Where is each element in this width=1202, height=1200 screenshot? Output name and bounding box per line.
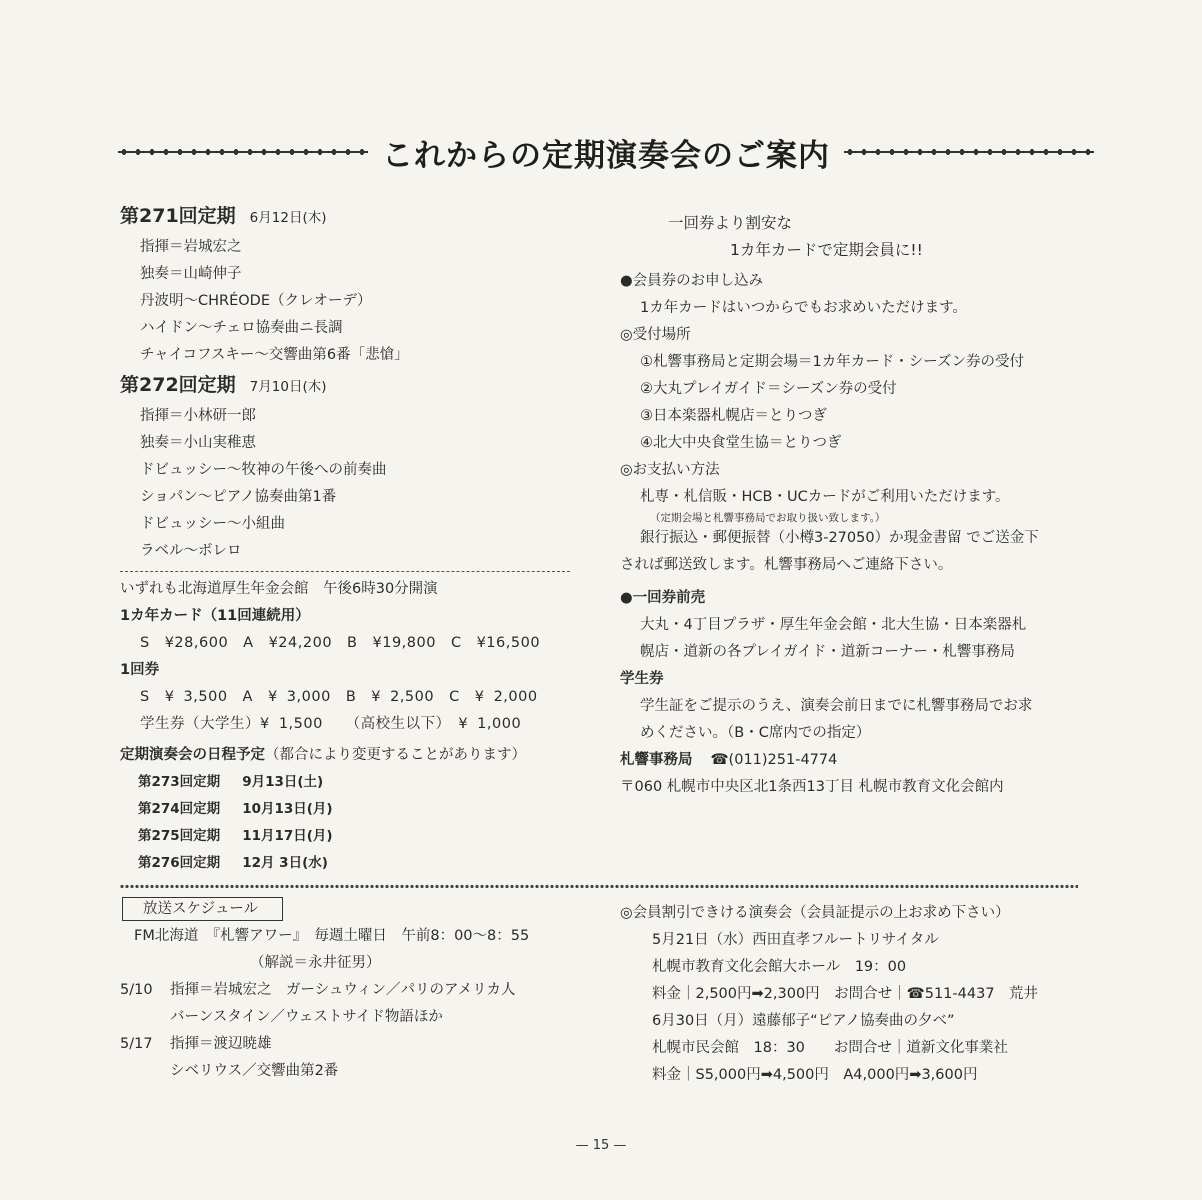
broadcast-entry: 5/10 指揮＝岩城宏之 ガーシュウィン／パリのアメリカ人 バーンスタイン／ウェストサイド物語ほか xyxy=(120,982,516,1025)
broadcast-entry: 5/17 指揮＝渡辺暁雄 シベリウス／交響曲第2番 xyxy=(120,1036,339,1079)
program-line: 丹波明～CHRÉODE（クレオーデ） xyxy=(140,293,372,309)
annual-card-label: 1カ年カード（11回連続用） xyxy=(120,608,310,624)
bank-text-2: されば郵送致します。札響事務局へご連絡下さい。 xyxy=(620,557,953,573)
student-text-1: 学生証をご提示のうえ、演奏会前日までに札響事務局でお求 xyxy=(640,698,1033,714)
discount-heading: ◎会員割引できける演奏会（会員証提示の上お求め下さい） xyxy=(620,905,1010,921)
schedule-row: 第275回定期 11月17日(月) xyxy=(138,828,333,844)
office-address: 〒060 札幌市中央区北1条西13丁目 札幌市教育文化会館内 xyxy=(620,779,1004,795)
program-line: ショパン～ピアノ協奏曲第1番 xyxy=(140,489,337,505)
title-ornament-right xyxy=(844,145,1094,159)
single-presale-text-1: 大丸・4丁目プラザ・厚生年金会館・北大生協・日本楽器札 xyxy=(640,617,1027,633)
discount-section xyxy=(620,900,1092,1089)
single-presale-text-2: 幌店・道新の各プレイガイド・道新コーナー・札響事務局 xyxy=(640,644,1015,660)
payment-note: （定期会場と札響事務局でお取り扱い致します。） xyxy=(650,512,886,524)
page-number: — 15 — xyxy=(575,1138,627,1153)
bank-text-1: 銀行振込・郵便振替（小樽3-27050）か現金書留 でご送金下 xyxy=(640,530,1039,546)
schedule-row: 第276回定期 12月 3日(水) xyxy=(138,855,328,871)
broadcast-commentary: （解説＝永井征男） xyxy=(250,955,381,971)
headline-line-1: 一回券より割安な xyxy=(668,214,793,232)
discount-line: 6月30日（月）遠藤郁子“ピアノ協奏曲の夕べ” xyxy=(652,1013,955,1029)
dashed-divider xyxy=(120,571,570,572)
places-heading: ◎受付場所 xyxy=(620,327,691,343)
office-contact: 札響事務局 ☎(011)251-4774 xyxy=(620,752,838,768)
page-title: これからの定期演奏会のご案内 xyxy=(382,137,830,174)
schedule-row: 第273回定期 9月13日(土) xyxy=(138,774,324,790)
student-heading: 学生券 xyxy=(620,671,664,687)
discount-line: 料金｜S5,000円➡4,500円 A4,000円➡3,600円 xyxy=(652,1067,978,1083)
program-line: ドビュッシー～小組曲 xyxy=(140,516,285,532)
broadcast-label: 放送スケジュール xyxy=(122,897,283,921)
place-item: ①札響事務局と定期会場＝1カ年カード・シーズン券の受付 xyxy=(640,354,1024,370)
program-line: 独奏＝小山実稚恵 xyxy=(140,435,256,451)
discount-line: 5月21日（水）西田直孝フルートリサイタル xyxy=(652,932,939,948)
dotted-divider xyxy=(120,884,1078,889)
program-line: 指揮＝小林研一郎 xyxy=(140,408,256,424)
place-item: ④北大中央食堂生協＝とりつぎ xyxy=(640,435,842,451)
program-line: 指揮＝岩城宏之 xyxy=(140,239,242,255)
headline-line-2: 1カ年カードで定期会員に!! xyxy=(730,241,923,259)
discount-line: 札幌市教育文化会館大ホール 19：00 xyxy=(652,959,907,975)
program-line: ドビュッシー～牧神の午後への前奏曲 xyxy=(140,462,387,478)
program-line: ハイドン～チェロ協奏曲ニ長調 xyxy=(140,320,343,336)
apply-text: 1カ年カードはいつからでもお求めいただけます。 xyxy=(640,300,967,316)
place-item: ③日本楽器札幌店＝とりつぎ xyxy=(640,408,827,424)
discount-line: 札幌市民会館 18：30 お問合せ｜道新文化事業社 xyxy=(652,1040,1008,1056)
broadcast-station: FM北海道 『札響アワー』 毎週土曜日 午前8：00～8：55 xyxy=(134,928,530,944)
title-row xyxy=(118,128,1094,176)
concert-date: 7月10日(木) xyxy=(249,379,327,395)
annual-card-prices: S ¥28,600 A ¥24,200 B ¥19,800 C ¥16,500 xyxy=(140,635,541,651)
program-line: 独奏＝山崎伸子 xyxy=(140,266,242,282)
single-ticket-label: 1回券 xyxy=(120,662,160,678)
payment-text: 札専・札信販・HCB・UCカードがご利用いただけます。 xyxy=(640,489,1010,505)
concert-272 xyxy=(120,369,600,565)
venue-note: いずれも北海道厚生年金会館 午後6時30分開演 xyxy=(120,581,438,597)
program-line: チャイコフスキー～交響曲第6番「悲愴」 xyxy=(140,347,409,363)
payment-heading: ◎お支払い方法 xyxy=(620,462,720,478)
apply-heading: ●会員券のお申し込み xyxy=(620,273,764,289)
single-presale-heading: ●一回券前売 xyxy=(620,590,706,606)
broadcast-section xyxy=(120,896,600,1085)
place-item: ②大丸プレイガイド＝シーズン券の受付 xyxy=(640,381,897,397)
student-text-2: めください。（B・C席内での指定） xyxy=(640,725,871,741)
concert-heading: 第271回定期 xyxy=(120,205,236,227)
student-ticket-prices: 学生券（大学生）¥ 1,500 （高校生以下） ¥ 1,000 xyxy=(140,716,522,732)
right-column xyxy=(620,210,1090,801)
concert-271 xyxy=(120,200,600,369)
schedule-heading: 定期演奏会の日程予定（都合により変更することがあります） xyxy=(120,747,526,763)
single-ticket-prices: S ¥ 3,500 A ¥ 3,000 B ¥ 2,500 C ¥ 2,000 xyxy=(140,689,538,705)
discount-line: 料金｜2,500円➡2,300円 お問合せ｜☎511-4437 荒井 xyxy=(652,986,1039,1002)
concert-heading: 第272回定期 xyxy=(120,374,236,396)
concert-date: 6月12日(木) xyxy=(249,210,327,226)
schedule-row: 第274回定期 10月13日(月) xyxy=(138,801,333,817)
program-line: ラベル～ボレロ xyxy=(140,543,242,559)
title-ornament-left xyxy=(118,145,368,159)
phone-number: ☎(011)251-4774 xyxy=(710,752,838,768)
left-column xyxy=(120,200,600,877)
